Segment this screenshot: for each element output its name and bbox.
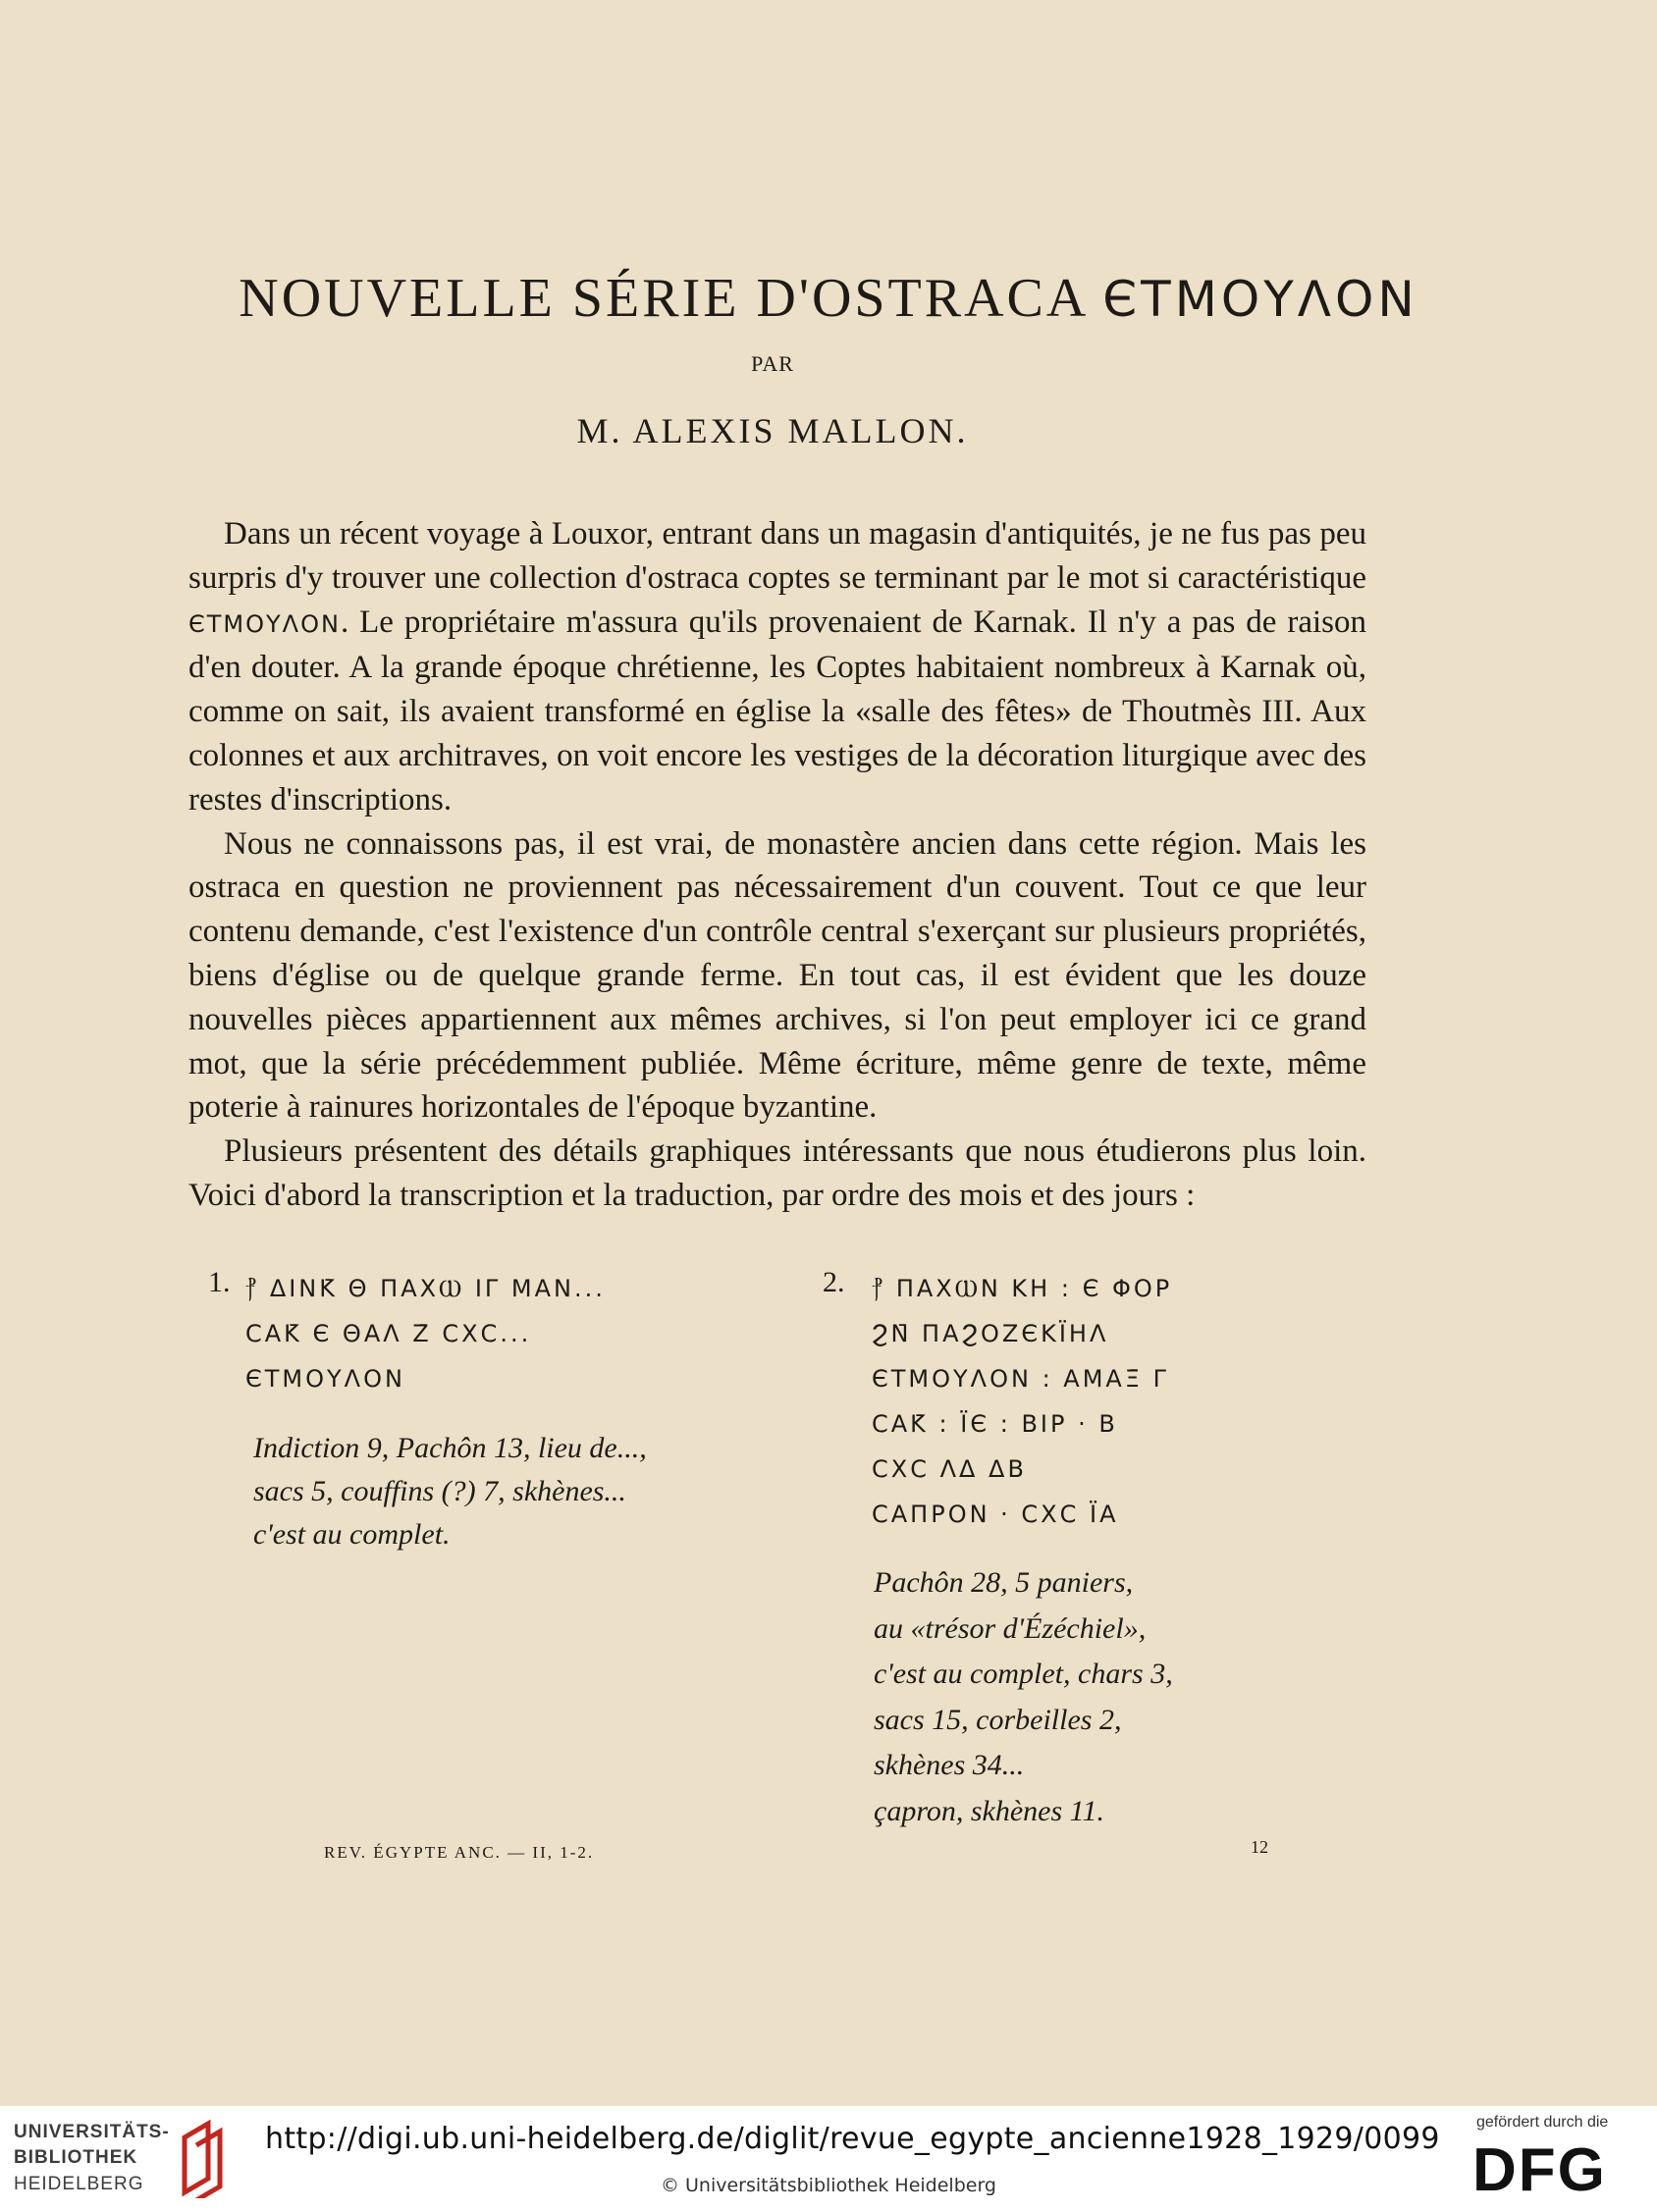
translation-line: au «trésor d'Ézéchiel», (874, 1611, 1147, 1645)
permalink-url[interactable]: http://digi.ub.uni-heidelberg.de/diglit/revue_egypte_ancienne1928_1929/0099 (265, 2122, 1440, 2156)
french-translation (253, 1427, 758, 1556)
coptic-line: ϹΑΚ̄ Є ΘΑΛ Ζ̄ ϹΧϹ... (245, 1320, 532, 1347)
ostracon-number: 1. (208, 1266, 231, 1298)
paragraph-2: Nous ne connaissons pas, il est vrai, de monastère ancien dans cette région. Mais les ostraca en question ne proviennent pas nécessairement d'un couvent. Tout ce que leur contenu demande, c'est l'existence d'un contrôle central s'exerçant sur plusieurs propriétés, biens d'église ou de quelque grande ferme. En tout cas, il est évident que les douze nouvelles pièces appartiennent aux mêmes archives, si l'on peut employer ici ce grand mot, que la série précédemment publiée. Même écriture, même genre de texte, même poterie à rainures horizontales de l'époque byzantine. (188, 825, 1366, 1126)
translation-line: sacs 5, couffins (?) 7, skhènes... (253, 1475, 626, 1507)
translation-line: c'est au complet, chars 3, (874, 1658, 1173, 1690)
library-name-line: BIBLIOTHEK (14, 2147, 138, 2168)
french-translation (874, 1560, 1313, 1834)
author-name: M. ALEXIS MALLON. (576, 411, 969, 450)
coptic-line: ЄΤΜΟΥΛΟΝ : ΑΜΑΞ̄ Γ (872, 1365, 1169, 1393)
coptic-transcription (245, 1266, 758, 1401)
title-latin: NOUVELLE SÉRIE D'OSTRACA (239, 268, 1103, 329)
funder-text: gefördert durch die (1476, 2114, 1609, 2131)
page-number: 12 (1251, 1837, 1268, 1857)
dfg-logo[interactable] (1472, 2114, 1649, 2208)
coptic-line: ϨΝ̄ ΠΑϨΟΖЄΚΪΗΛ (872, 1320, 1109, 1347)
coptic-line: ϹΑΠΡΟΝ · ϹΧϹ ΪΑ (872, 1501, 1119, 1528)
coptic-line: ⳨ ΠΑΧⲰΝ ΚΗ : Є ΦΟΡ (872, 1275, 1173, 1302)
coptic-line: ⳨ ΔΙΝΚ̄ Θ ΠΑΧⲰ ΙΓ ΜΑΝ... (245, 1275, 606, 1302)
translation-line: sacs 15, corbeilles 2, (874, 1703, 1122, 1736)
article-body (188, 512, 1366, 1218)
dfg-wordmark: DFG (1472, 2136, 1607, 2204)
paragraph-3: Plusieurs présentent des détails graphiques intéressants que nous étudierons plus loin. Voici d'abord la transcription et la traduction, par ordre des mois et des jours : (188, 1133, 1366, 1213)
byline-par: PAR (751, 351, 794, 376)
translation-line: c'est au complet. (253, 1518, 451, 1551)
coptic-line: ϹΑΚ̄ : ΪЄ : ΒΙΡ · Β (872, 1410, 1118, 1438)
library-name-line: UNIVERSITÄTS- (14, 2122, 170, 2142)
article-title (0, 267, 1657, 330)
ostracon-1 (208, 1266, 758, 1556)
library-name-line: HEIDELBERG (14, 2174, 144, 2194)
coptic-word: ЄΤΜΟΥΛΟΝ (188, 609, 341, 638)
ostracon-number: 2. (823, 1266, 845, 1298)
journal-reference: REV. ÉGYPTE ANC. — II, 1-2. (324, 1843, 595, 1862)
coptic-line: ЄΤΜΟΥΛΟΝ (245, 1365, 405, 1393)
paragraph-1: Dans un récent voyage à Louxor, entrant dans un magasin d'antiquités, je ne fus pas peu surpris d'y trouver une collection d'ostraca coptes se terminant par le mot si caractéristique ЄΤΜΟΥΛΟΝ. Le propriétaire m'assura qu'ils provenaient de Karnak. Il n'y a pas de raison d'en douter. A la grande époque chrétienne, les Coptes habitaient nombreux à Karnak où, comme on sait, ils avaient transformé en église la «salle des fêtes» de Thoutmès III. Aux colonnes et aux architraves, on voit encore les vestiges de la décoration liturgique avec des restes d'inscriptions. (188, 516, 1366, 817)
translation-line: skhènes 34... (874, 1749, 1025, 1781)
translation-line: çapron, skhènes 11. (874, 1794, 1104, 1827)
copyright-notice: © Universitätsbibliothek Heidelberg (660, 2175, 996, 2196)
ostracon-2 (823, 1266, 1313, 1834)
coptic-transcription (872, 1266, 1313, 1537)
translation-line: Indiction 9, Pachôn 13, lieu de..., (253, 1432, 647, 1464)
title-coptic: ЄΤΜΟΥΛΟΝ (1102, 271, 1418, 328)
translation-line: Pachôn 28, 5 paniers, (874, 1566, 1134, 1599)
coptic-line: ϹΧϹ ΛΔ ΔΒ (872, 1455, 1027, 1483)
